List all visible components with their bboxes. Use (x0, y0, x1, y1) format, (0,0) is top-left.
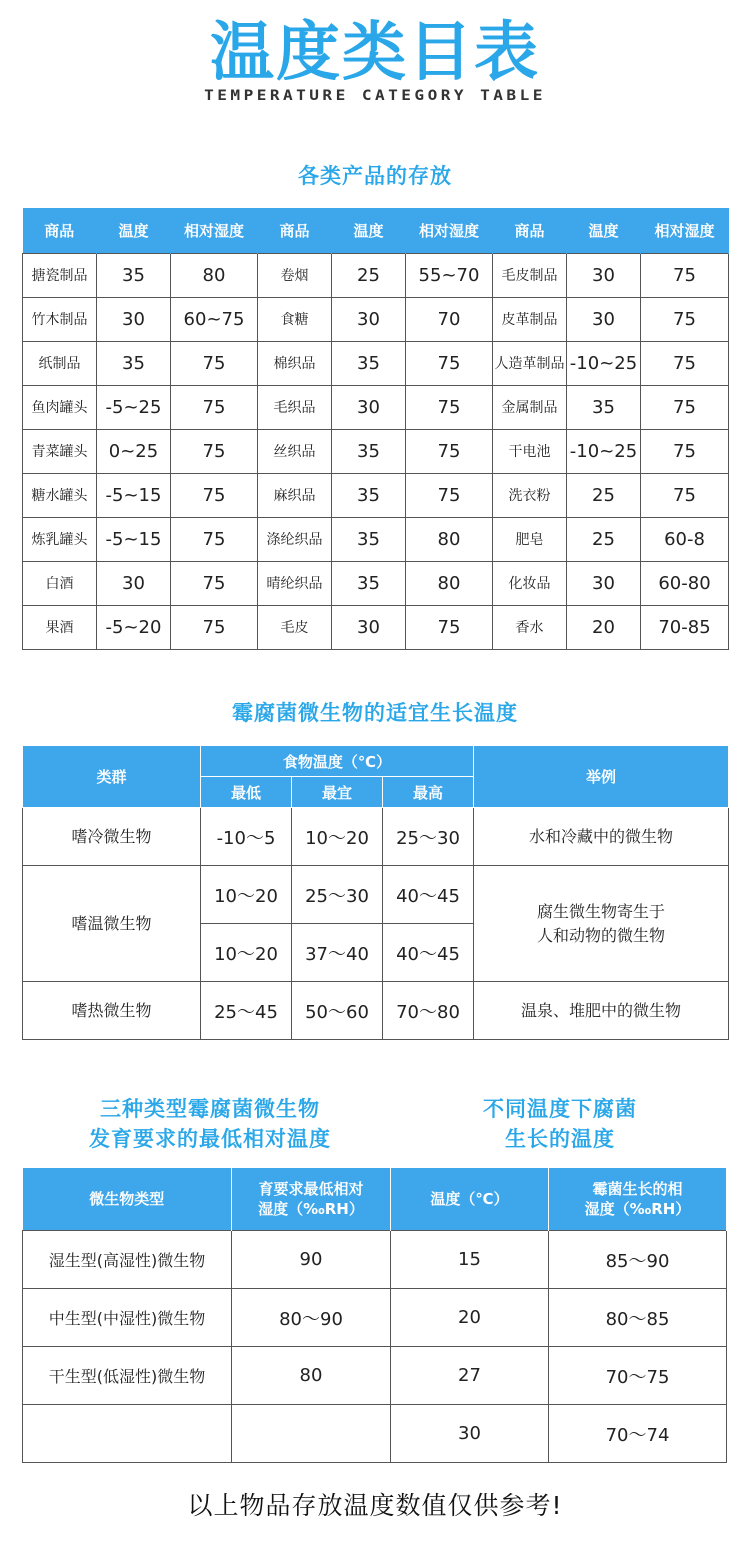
temperature-cell: 25 (567, 474, 641, 518)
storage-table (22, 208, 729, 650)
humidity-cell: 75 (171, 606, 258, 650)
header-line: 育要求最低相对 (258, 1180, 364, 1198)
humidity-cell: 75 (641, 254, 729, 298)
humidity-header-row (23, 1168, 727, 1231)
temp-opt: 10～20 (292, 808, 383, 866)
humidity-cell: 60~75 (171, 298, 258, 342)
table-row (23, 254, 729, 298)
temperature-cell: -10~25 (567, 342, 641, 386)
header-cell: 温度 (567, 208, 641, 254)
humidity-cell: 70-85 (641, 606, 729, 650)
product-name: 化妆品 (493, 562, 567, 606)
product-name: 干电池 (493, 430, 567, 474)
growth-rh-cell: 70～74 (549, 1405, 727, 1463)
col-min-header: 最低 (201, 777, 292, 808)
header-line: 霉菌生长的相 (592, 1180, 683, 1198)
humidity-cell: 75 (641, 474, 729, 518)
product-name: 食糖 (258, 298, 332, 342)
temperature-cell: 20 (567, 606, 641, 650)
table-row (23, 1347, 727, 1405)
temperature-cell: 30 (332, 606, 406, 650)
temp-min: -10～5 (201, 808, 292, 866)
col-min-rh-header (232, 1168, 391, 1231)
temperature-cell: 35 (332, 474, 406, 518)
page-subtitle: TEMPERATURE CATEGORY TABLE (204, 88, 546, 104)
product-name: 香水 (493, 606, 567, 650)
example-line: 腐生微生物寄生于 (536, 901, 665, 921)
temperature-cell: 35 (97, 342, 171, 386)
microbe-type: 湿生型(高湿性)微生物 (23, 1231, 232, 1289)
temperature-cell: -10~25 (567, 430, 641, 474)
temperature-cell: 25 (567, 518, 641, 562)
group-name: 嗜热微生物 (23, 982, 201, 1040)
col-example-header: 举例 (474, 746, 729, 808)
temperature-cell: -5~25 (97, 386, 171, 430)
example: 水和冷藏中的微生物 (474, 808, 729, 866)
temperature-cell: 35 (332, 430, 406, 474)
humidity-cell: 60-80 (641, 562, 729, 606)
humidity-cell: 75 (406, 474, 493, 518)
table-row (23, 606, 729, 650)
col-temp-header: 温度（℃） (391, 1168, 549, 1231)
table-row (23, 808, 729, 866)
temperature-cell: 30 (567, 562, 641, 606)
col-max-header: 最高 (383, 777, 474, 808)
header-cell: 温度 (332, 208, 406, 254)
humidity-cell: 75 (641, 386, 729, 430)
table-row (23, 982, 729, 1040)
temperature-cell: 0~25 (97, 430, 171, 474)
product-name: 麻织品 (258, 474, 332, 518)
temperature-cell: 20 (391, 1289, 549, 1347)
temperature-cell: -5~15 (97, 518, 171, 562)
humidity-cell: 75 (641, 298, 729, 342)
col-group-header: 类群 (23, 746, 201, 808)
min-rh-cell (232, 1405, 391, 1463)
product-name: 棉织品 (258, 342, 332, 386)
table-row (23, 518, 729, 562)
header-line: 湿度（‰RH） (584, 1200, 691, 1218)
header-cell: 温度 (97, 208, 171, 254)
table-row (23, 474, 729, 518)
temperature-cell: -5~15 (97, 474, 171, 518)
temperature-cell: 35 (332, 342, 406, 386)
header-cell: 相对湿度 (641, 208, 729, 254)
title-line: 不同温度下腐菌 (483, 1097, 637, 1121)
temperature-cell: 35 (332, 562, 406, 606)
temperature-cell: 35 (97, 254, 171, 298)
humidity-left-title (30, 1094, 390, 1154)
temp-min: 10～20 (201, 866, 292, 924)
temperature-cell: 25 (332, 254, 406, 298)
product-name: 糖水罐头 (23, 474, 97, 518)
humidity-cell: 75 (171, 518, 258, 562)
product-name: 晴纶织品 (258, 562, 332, 606)
col-growth-header (549, 1168, 727, 1231)
table-row (23, 562, 729, 606)
product-name: 白酒 (23, 562, 97, 606)
table-row (23, 342, 729, 386)
humidity-cell: 75 (171, 474, 258, 518)
table-row (23, 298, 729, 342)
product-name: 洗衣粉 (493, 474, 567, 518)
humidity-cell: 75 (641, 342, 729, 386)
table-row (23, 1405, 727, 1463)
temp-opt: 37～40 (292, 924, 383, 982)
temperature-cell: 30 (567, 298, 641, 342)
product-name: 金属制品 (493, 386, 567, 430)
temperature-cell: 30 (332, 298, 406, 342)
storage-section-title: 各类产品的存放 (298, 164, 452, 188)
humidity-cell: 80 (406, 518, 493, 562)
humidity-table (22, 1168, 727, 1463)
humidity-cell: 70 (406, 298, 493, 342)
temp-max: 70～80 (383, 982, 474, 1040)
header-cell: 相对湿度 (406, 208, 493, 254)
temperature-cell: 30 (332, 386, 406, 430)
humidity-cell: 75 (406, 606, 493, 650)
header-cell: 相对湿度 (171, 208, 258, 254)
min-rh-cell: 90 (232, 1231, 391, 1289)
page-title: 温度类目表 (210, 16, 540, 90)
example-line: 人和动物的微生物 (536, 925, 665, 945)
storage-header-row (23, 208, 729, 254)
humidity-cell: 75 (171, 342, 258, 386)
humidity-cell: 60-8 (641, 518, 729, 562)
temperature-cell: -5~20 (97, 606, 171, 650)
product-name: 人造革制品 (493, 342, 567, 386)
microbes-section-title: 霉腐菌微生物的适宜生长温度 (232, 701, 518, 725)
temp-opt: 50～60 (292, 982, 383, 1040)
temperature-cell: 15 (391, 1231, 549, 1289)
humidity-right-title (400, 1094, 720, 1154)
growth-rh-cell: 85～90 (549, 1231, 727, 1289)
col-type-header: 微生物类型 (23, 1168, 232, 1231)
product-name: 鱼肉罐头 (23, 386, 97, 430)
humidity-cell: 55~70 (406, 254, 493, 298)
product-name: 皮革制品 (493, 298, 567, 342)
microbe-type (23, 1405, 232, 1463)
microbe-type: 中生型(中湿性)微生物 (23, 1289, 232, 1347)
humidity-cell: 75 (406, 342, 493, 386)
product-name: 搪瓷制品 (23, 254, 97, 298)
table-row (23, 430, 729, 474)
product-name: 竹木制品 (23, 298, 97, 342)
group-name: 嗜温微生物 (23, 866, 201, 982)
product-name: 纸制品 (23, 342, 97, 386)
product-name: 毛织品 (258, 386, 332, 430)
table-row (23, 1289, 727, 1347)
temperature-cell: 30 (97, 562, 171, 606)
growth-rh-cell: 80～85 (549, 1289, 727, 1347)
product-name: 丝织品 (258, 430, 332, 474)
col-opt-header: 最宜 (292, 777, 383, 808)
footer-note: 以上物品存放温度数值仅供参考! (187, 1491, 563, 1520)
example: 温泉、堆肥中的微生物 (474, 982, 729, 1040)
table-row (23, 1231, 727, 1289)
group-name: 嗜冷微生物 (23, 808, 201, 866)
humidity-cell: 75 (641, 430, 729, 474)
humidity-cell: 80 (171, 254, 258, 298)
temperature-cell: 27 (391, 1347, 549, 1405)
temperature-cell: 30 (567, 254, 641, 298)
humidity-cell: 75 (406, 430, 493, 474)
product-name: 果酒 (23, 606, 97, 650)
header-line: 湿度（‰RH） (258, 1200, 364, 1218)
temperature-cell: 30 (391, 1405, 549, 1463)
min-rh-cell: 80～90 (232, 1289, 391, 1347)
product-name: 涤纶织品 (258, 518, 332, 562)
temp-opt: 25～30 (292, 866, 383, 924)
title-line: 发育要求的最低相对温度 (89, 1127, 331, 1151)
header-cell: 商品 (23, 208, 97, 254)
temp-max: 40～45 (383, 924, 474, 982)
product-name: 毛皮制品 (493, 254, 567, 298)
humidity-cell: 80 (406, 562, 493, 606)
col-food-temp-header: 食物温度（℃） (201, 746, 474, 777)
temp-max: 40～45 (383, 866, 474, 924)
example (474, 866, 729, 982)
product-name: 青菜罐头 (23, 430, 97, 474)
humidity-cell: 75 (171, 430, 258, 474)
temperature-cell: 30 (97, 298, 171, 342)
temp-min: 10～20 (201, 924, 292, 982)
microbes-table (22, 745, 729, 1040)
temp-max: 25～30 (383, 808, 474, 866)
title-line: 生长的温度 (505, 1127, 615, 1151)
humidity-cell: 75 (171, 562, 258, 606)
humidity-cell: 75 (171, 386, 258, 430)
header-cell: 商品 (258, 208, 332, 254)
temp-min: 25～45 (201, 982, 292, 1040)
microbe-type: 干生型(低湿性)微生物 (23, 1347, 232, 1405)
growth-rh-cell: 70～75 (549, 1347, 727, 1405)
product-name: 毛皮 (258, 606, 332, 650)
title-line: 三种类型霉腐菌微生物 (100, 1097, 320, 1121)
table-row (23, 386, 729, 430)
table-row (23, 866, 729, 924)
header-cell: 商品 (493, 208, 567, 254)
temperature-cell: 35 (332, 518, 406, 562)
product-name: 肥皂 (493, 518, 567, 562)
humidity-cell: 75 (406, 386, 493, 430)
min-rh-cell: 80 (232, 1347, 391, 1405)
temperature-cell: 35 (567, 386, 641, 430)
product-name: 炼乳罐头 (23, 518, 97, 562)
product-name: 卷烟 (258, 254, 332, 298)
